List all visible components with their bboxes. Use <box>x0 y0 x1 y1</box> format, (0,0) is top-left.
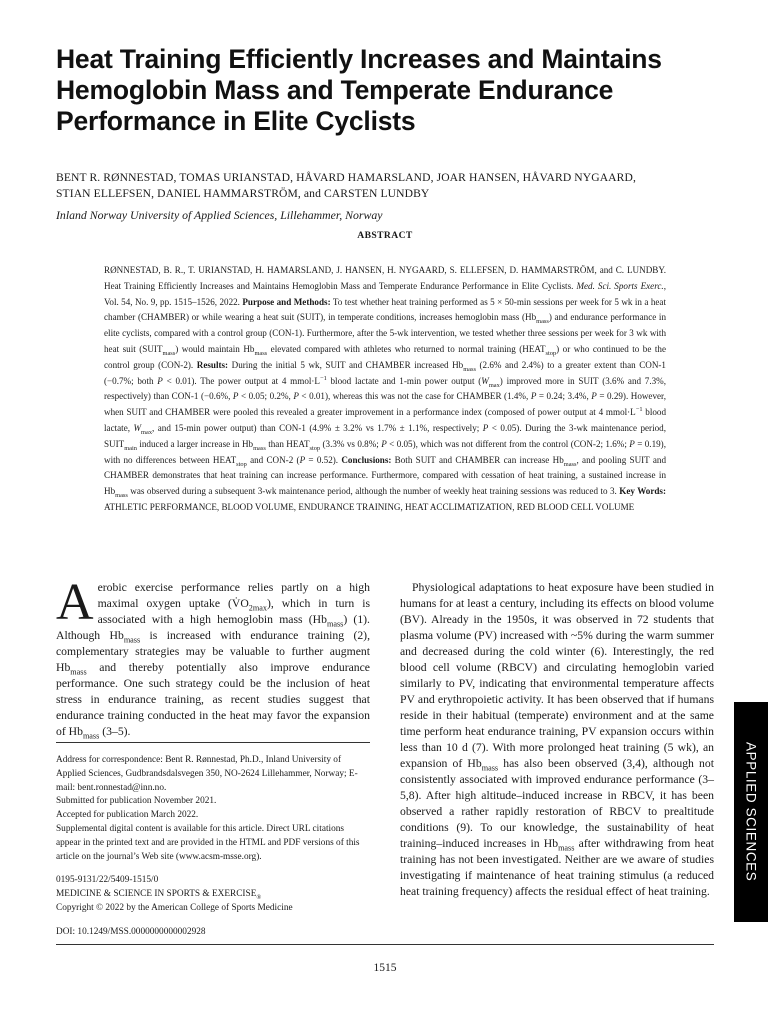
doi: DOI: 10.1249/MSS.0000000000002928 <box>56 926 206 937</box>
page-divider <box>56 944 714 945</box>
body-paragraph: Physiological adaptations to heat exposure have been studied in humans for at least a century, including its effects on blood volume (BV). Already in the 1950s, it was observed in 72 students that plasma volume (PV) increased with ~5% during the warm summer and decreased during the cold winter (6). Interestingly, the red blood cell volume (RBCV) and circulating hemoglobin varied similarly to PV, indicating that environmental temperature affects PV and erythropoietic activity. It has been observed that if humans reside in their habitual (temperate) environment and at the same time perform heat endurance training, PV expansion occurs within less than 10 d (7). With more prolonged heat training (5 wk), an expansion of $Hb_{mass}$ has also been observed (3,4), although not consistently associated with improved endurance performance (3–5,8). After high altitude–induced increase in RBCV, it has been observed a rather rapidly restoration of RBCV to prealtitude conditions (9). To our knowledge, the sustainability of heat training–induced increases in $Hb_{mass}$ after withdrawing from heat training has not been investigated. Neither are we aware of studies investigating if maintenance of heat training stimulus (a reduced heat training frequency) affects the residual effect of heat training. <box>400 581 714 898</box>
abstract-keywords-label: Key Words: <box>619 486 666 497</box>
journal-name: MEDICINE & SCIENCE IN SPORTS & $EXERCISE_®$ <box>56 889 262 902</box>
intro-paragraph: Aerobic exercise performance relies partly on a high maximal oxygen uptake $(V̇O_{2max})$, which in turn is associated with a high hemoglobin mass $(Hb_{mass})$ (1). Although $Hb_{mass}$ is increased with endurance training (2), complementary strategies may be valuable to further augment $Hb_{mass}$ and thereby potentially also improve endurance performance. One such strategy could be the inclusion of heat stress in endurance training, as recent studies suggest that endurance training conducted in the heat may favor the expansion of $Hb_{mass}$ (3–5). <box>56 574 371 741</box>
footnote-divider <box>56 742 370 743</box>
author-list <box>56 170 722 202</box>
drop-cap: A <box>56 574 94 631</box>
body-column-right <box>400 580 714 900</box>
abstract-conclusions-label: Conclusions: <box>341 454 392 465</box>
issn: 0195-9131/22/5409-1515/0 <box>56 875 159 886</box>
author-line: STIAN ELLEFSEN, DANIEL HAMMARSTRÖM, and CARSTEN LUNDBY <box>56 187 430 200</box>
submitted-note: Submitted for publication November 2021. <box>56 796 217 807</box>
affiliation: Inland Norway University of Applied Sciences, Lillehammer, Norway <box>56 208 383 222</box>
article-title: Heat Training Efficiently Increases and Maintains Hemoglobin Mass and Temperate Endurance Performance in Elite Cyclists <box>56 44 662 136</box>
side-tab-label: APPLIED SCIENCES <box>743 742 759 882</box>
accepted-note: Accepted for publication March 2022. <box>56 810 199 821</box>
abstract-body: RØNNESTAD, B. R., T. URIANSTAD, H. HAMARSLAND, J. HANSEN, H. NYGAARD, S. ELLEFSEN, D. HAMMARSTRÖM, and C. LUNDBY. Heat Training Efficiently Increases and Maintains Hemoglobin Mass and Temperate Endurance Performance in Elite Cyclists. Med. Sci. Sports Exerc., Vol. 54, No. 9, pp. 1515–1526, 2022. Purpose and Methods: To test whether heat training performed as 5 × 50-min sessions per week for 5 wk in a heat chamber (CHAMBER) or while wearing a heat suit (SUIT), in temperate conditions, increases hemoglobin mass $(Hb_{mass})$ and endurance performance in elite cyclists, compared with a control group (CON-1). Furthermore, after the 5-wk intervention, we tested whether three sessions per week for 3 wk with heat suit $(SUIT_{mass})$ would maintain $Hb_{mass}$ elevated compared with athletes who returned to normal training $(HEAT_{stop})$ or who continued to be the control group (CON-2). Results: During the initial 5 wk, SUIT and CHAMBER increased $Hb_{mass}$ (2.6% and 2.4%) to a greater extent than CON-1 (−0.7%; both P < 0.01). The power output at 4 $mmol\cdot L^{-1}$ blood lactate and 1-min power output $(W_{max})$ improved more in SUIT (3.6% and 7.3%, respectively) than CON-1 (−0.6%, P < 0.05; 0.2%, P < 0.01), whereas this was not the case for CHAMBER (1.4%, P = 0.24; 3.4%, P = 0.29). However, when SUIT and CHAMBER were pooled this revealed a greater improvement in a performance index (composed of power output at 4 $mmol\cdot L^{-1}$ blood lactate, $W_{max}$, and 15-min power output) than CON-1 (4.9% ± 3.2% vs 1.7% ± 1.1%, respectively; P < 0.05). During the 3-wk maintenance period, $SUIT_{main}$ induced a larger increase in $Hb_{mass}$ than $HEAT_{stop}$ (3.3% vs 0.8%; P < 0.05), which was not different from the control (CON-2; 1.6%; P = 0.19), with no differences between $HEAT_{stop}$ and CON-2 (P = 0.52). Conclusions: Both SUIT and CHAMBER can increase $Hb_{mass}$, and pooling SUIT and CHAMBER demonstrates that heat training can increase performance. Furthermore, compared with cessation of heat training, a sustained increase in $Hb_{mass}$ was observed during a subsequent 3-wk maintenance period, although the number of weekly heat training sessions was reduced to 3. Key Words: ATHLETIC PERFORMANCE, BLOOD VOLUME, ENDURANCE TRAINING, HEAT ACCLIMATIZATION, RED BLOOD CELL VOLUME <box>104 265 666 512</box>
body-column-left <box>56 574 371 741</box>
abstract-results-label: Results: <box>196 359 229 370</box>
copyright: Copyright © 2022 by the American College of Sports Medicine <box>56 902 293 913</box>
footnotes <box>56 754 370 940</box>
abstract-purpose-label: Purpose and Methods: <box>242 296 331 307</box>
author-line: BENT R. RØNNESTAD, TOMAS URIANSTAD, HÅVARD HAMARSLAND, JOAR HANSEN, HÅVARD NYGAARD, <box>56 171 636 184</box>
section-side-tab <box>734 702 768 922</box>
page-number: 1515 <box>373 962 397 974</box>
abstract-heading: ABSTRACT <box>357 230 413 241</box>
supplemental-note: Supplemental digital content is available for this article. Direct URL citations appear in the printed text and are provided in the HTML and PDF versions of this article on the journal’s Web site (www.acsm-msse.org). <box>56 823 360 862</box>
correspondence-note: Address for correspondence: Bent R. Rønnestad, Ph.D., Inland University of Applied Sciences, Gudbrandsdalsvegen 350, NO-2624 Lillehammer, Norway; E-mail: bent.ronnestad@inn.no. <box>56 755 358 793</box>
